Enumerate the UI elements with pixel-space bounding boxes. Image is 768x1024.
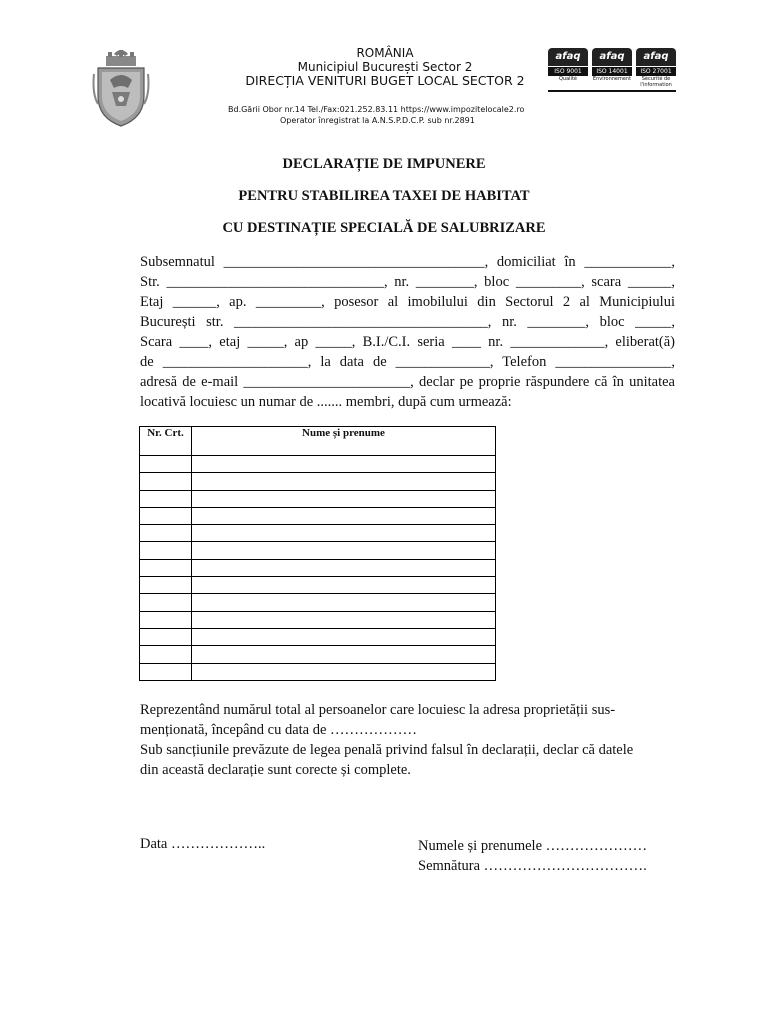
row-name-cell[interactable] [192, 663, 496, 680]
table-row [140, 559, 496, 576]
column-header-name: Nume și prenume [192, 427, 496, 456]
iso-standard: ISO 14001 [592, 67, 632, 76]
body-line: Subsemnatul ____________________________________, domiciliat în ____________, [140, 254, 675, 270]
table-body [140, 456, 496, 681]
closing-line: Reprezentând numărul total al persoanelor care locuiesc la adresa proprietății sus- [140, 702, 616, 718]
row-name-cell[interactable] [192, 577, 496, 594]
row-number-cell[interactable] [140, 473, 192, 490]
table-row [140, 577, 496, 594]
afaq-iso27001-logo [636, 48, 676, 90]
body-line: Str. ______________________________, nr. ________, bloc _________, scara ______, [140, 274, 675, 290]
row-number-cell[interactable] [140, 507, 192, 524]
table-row [140, 646, 496, 663]
municipality-name: Municipiul București Sector 2 [297, 60, 473, 74]
body-line: Etaj ______, ap. _________, posesor al imobilului din Sectorul 2 al Municipiului [140, 294, 675, 310]
table-row [140, 628, 496, 645]
afaq-brand: afaq [548, 48, 588, 66]
row-name-cell[interactable] [192, 473, 496, 490]
iso-area: Sécurité de l'information [640, 76, 672, 88]
table-row [140, 525, 496, 542]
members-table [139, 426, 496, 681]
row-name-cell[interactable] [192, 646, 496, 663]
row-number-cell[interactable] [140, 628, 192, 645]
date-field[interactable]: Data ……………….. [140, 836, 266, 852]
row-name-cell[interactable] [192, 628, 496, 645]
row-name-cell[interactable] [192, 456, 496, 473]
iso-area: Qualité [559, 76, 577, 82]
row-name-cell[interactable] [192, 507, 496, 524]
body-line: București str. ___________________________________, nr. ________, bloc _____, [140, 314, 675, 330]
afaq-brand: afaq [592, 48, 632, 66]
signature-block [418, 836, 647, 876]
contact-line: Bd.Gării Obor nr.14 Tel./Fax:021.252.83.11 https://www.impozitelocale2.ro [228, 105, 525, 114]
signature-field[interactable]: Semnătura ……………………………. [418, 858, 647, 874]
row-number-cell[interactable] [140, 594, 192, 611]
row-number-cell[interactable] [140, 542, 192, 559]
table-row [140, 611, 496, 628]
title-line-2: PENTRU STABILIREA TAXEI DE HABITAT [238, 188, 530, 204]
iso-standard: ISO 9001 [548, 67, 588, 76]
institution-header [215, 46, 555, 88]
row-number-cell[interactable] [140, 663, 192, 680]
title-line-3: CU DESTINAȚIE SPECIALĂ DE SALUBRIZARE [222, 220, 546, 236]
body-line: adresă de e-mail _______________________, declar pe proprie răspundere că în unitatea [140, 374, 675, 390]
row-name-cell[interactable] [192, 542, 496, 559]
body-line: locativă locuiesc un numar de ....... membri, după cum urmează: [140, 394, 512, 410]
body-line: de ____________________, la data de _____________, Telefon ________________, [140, 354, 675, 370]
table-row [140, 663, 496, 680]
closing-line: menționată, începând cu data de ……………… [140, 722, 418, 738]
closing-line: din această declarație sunt corecte și complete. [140, 762, 411, 778]
table-row [140, 542, 496, 559]
table-row [140, 456, 496, 473]
row-number-cell[interactable] [140, 611, 192, 628]
title-line-1: DECLARAȚIE DE IMPUNERE [282, 156, 486, 172]
afaq-iso14001-logo [592, 48, 632, 90]
afaq-brand: afaq [636, 48, 676, 66]
certification-logos [548, 48, 676, 90]
closing-statement [140, 700, 660, 780]
operator-line: Operator înregistrat la A.N.S.P.D.C.P. sub nr.2891 [280, 116, 475, 125]
table-row [140, 507, 496, 524]
closing-line: Sub sancțiunile prevăzute de legea penală privind falsul în declarații, declar că datele [140, 742, 634, 758]
contact-info [228, 104, 524, 126]
row-number-cell[interactable] [140, 646, 192, 663]
table-row [140, 594, 496, 611]
row-name-cell[interactable] [192, 611, 496, 628]
row-name-cell[interactable] [192, 594, 496, 611]
certification-divider [548, 90, 676, 92]
country-name: ROMÂNIA [356, 46, 414, 60]
body-line: Scara ____, etaj _____, ap _____, B.I./C.I. seria ____ nr. _____________, eliberat(ă) [140, 334, 675, 350]
row-number-cell[interactable] [140, 456, 192, 473]
row-name-cell[interactable] [192, 490, 496, 507]
coat-of-arms-icon [92, 44, 150, 128]
table-header-row [140, 427, 496, 456]
afaq-iso9001-logo [548, 48, 588, 90]
directorate-name: DIRECȚIA VENITURI BUGET LOCAL SECTOR 2 [245, 73, 525, 88]
declaration-body [140, 252, 675, 412]
row-number-cell[interactable] [140, 490, 192, 507]
table-row [140, 490, 496, 507]
full-name-field[interactable]: Numele și prenumele ………………… [418, 838, 648, 854]
table-row [140, 473, 496, 490]
row-number-cell[interactable] [140, 559, 192, 576]
iso-area: Environnement [592, 76, 632, 82]
row-number-cell[interactable] [140, 577, 192, 594]
row-number-cell[interactable] [140, 525, 192, 542]
document-titles [0, 156, 768, 252]
iso-standard: ISO 27001 [636, 67, 676, 76]
row-name-cell[interactable] [192, 525, 496, 542]
row-name-cell[interactable] [192, 559, 496, 576]
column-header-nr: Nr. Crt. [140, 427, 192, 456]
